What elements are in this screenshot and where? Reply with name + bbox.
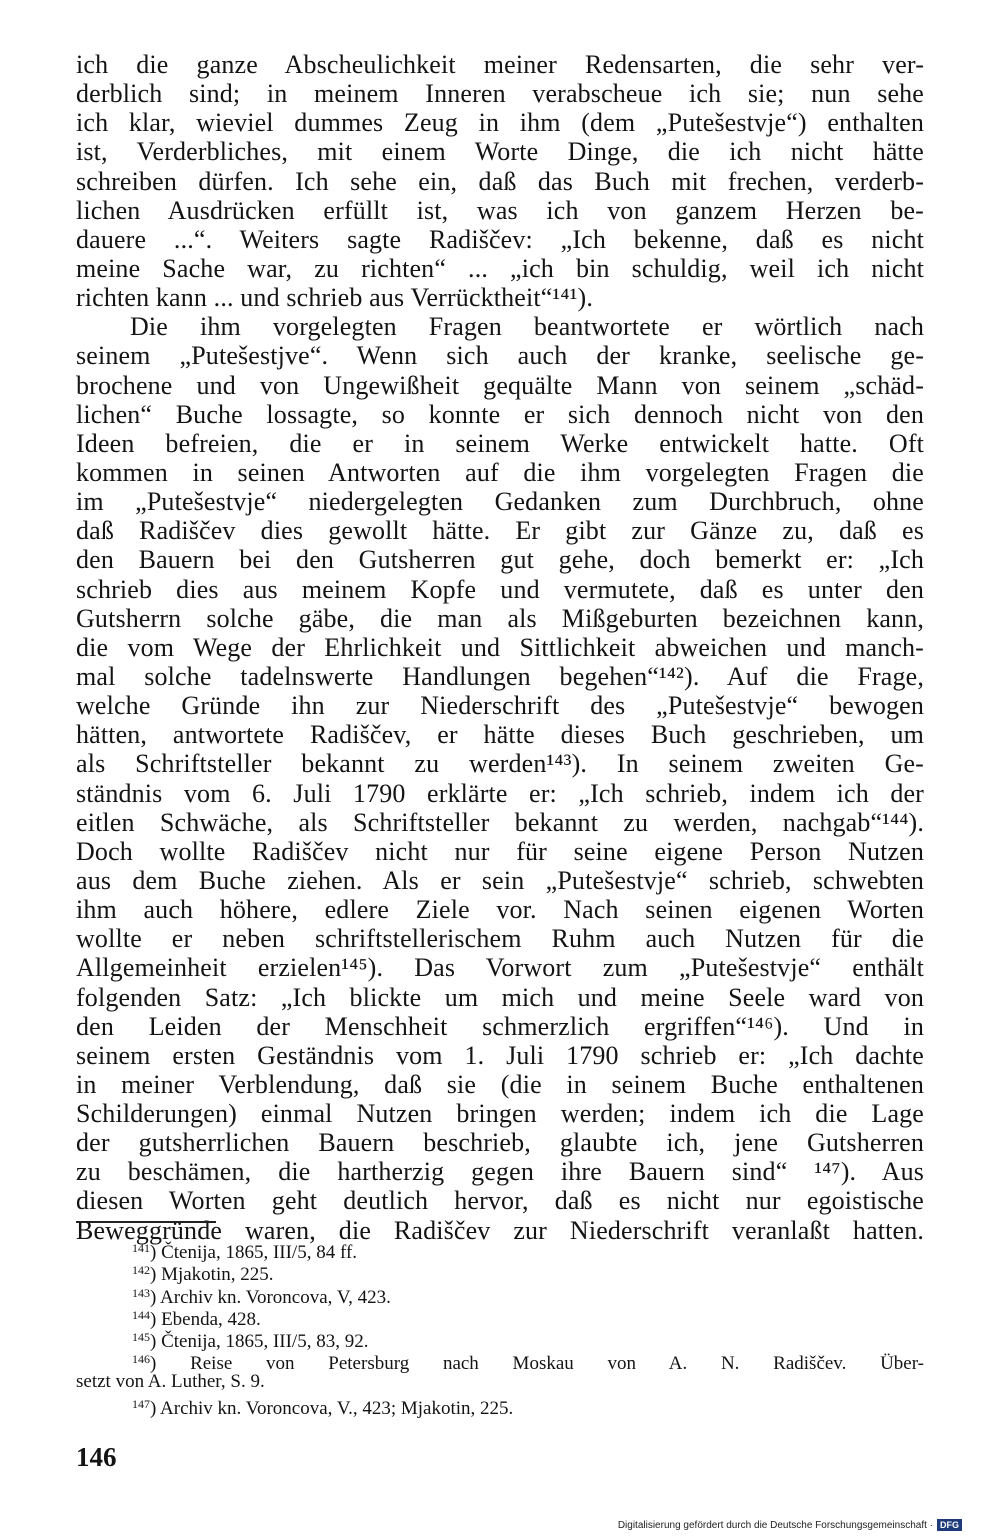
text-line: der gutsherrlichen Bauern beschrieb, glaubte ich, jene Gutsherren bbox=[76, 1128, 924, 1158]
text-line: seinem „Putešestjve“. Wenn sich auch der kranke, seelische ge- bbox=[76, 341, 924, 371]
footnote bbox=[76, 1304, 924, 1330]
text-line: seinem ersten Geständnis vom 1. Juli 1790 schrieb er: „Ich dachte bbox=[76, 1040, 924, 1070]
text-line: dauere ...“. Weiters sagte Radiščev: „Ich bekenne, daß es nicht bbox=[76, 224, 924, 254]
credit-text: Digitalisierung gefördert durch die Deutsche Forschungsgemeinschaft · bbox=[617, 1519, 933, 1531]
footnote bbox=[76, 1393, 924, 1420]
text-line: lichen“ Buche lossagte, so konnte er sich dennoch nicht von den bbox=[76, 399, 924, 429]
footnote-number: 144 bbox=[132, 1307, 150, 1322]
text-line: Schilderungen) einmal Nutzen bringen werden; indem ich die Lage bbox=[76, 1099, 924, 1129]
footnote-text: ) Ebenda, 428. bbox=[150, 1308, 261, 1330]
footnote-text: ) Čtenija, 1865, III/5, 84 ff. bbox=[150, 1242, 358, 1263]
footnote-number: 147 bbox=[132, 1397, 150, 1412]
text-line: ich klar, wieviel dummes Zeug in ihm (dem „Putešestvje“) enthalten bbox=[76, 108, 924, 138]
footnote bbox=[76, 1326, 924, 1353]
text-line: Ideen befreien, die er in seinem Werke entwickelt hatte. Oft bbox=[76, 428, 924, 458]
footnote-number: 142 bbox=[132, 1263, 150, 1278]
text-line: kommen in seinen Antworten auf die ihm vorgelegten Fragen die bbox=[76, 457, 924, 487]
page-number: 146 bbox=[76, 1442, 117, 1472]
text-line: die vom Wege der Ehrlichkeit und Sittlichkeit abweichen und manch- bbox=[76, 632, 924, 662]
text-line: schreiben dürfen. Ich sehe ein, daß das Buch mit frechen, verderb- bbox=[76, 166, 924, 196]
footnote-divider bbox=[76, 1221, 216, 1223]
text-line: daß Radiščev dies gewollt hätte. Er gibt zur Gänze zu, daß es bbox=[76, 516, 924, 546]
text-line: den Leiden der Menschheit schmerzlich ergriffen“¹⁴⁶). Und in bbox=[76, 1011, 924, 1041]
text-line: ständnis vom 6. Juli 1790 erklärte er: „Ich schrieb, indem ich der bbox=[76, 778, 924, 808]
text-line: Gutsherrn solche gäbe, die man als Mißgeburten bezeichnen kann, bbox=[76, 603, 924, 633]
text-line: ihm auch höhere, edlere Ziele vor. Nach seinen eigenen Worten bbox=[76, 895, 924, 925]
footnote bbox=[76, 1259, 924, 1286]
text-line: brochene und von Ungewißheit gequälte Mann von seinem „schäd- bbox=[76, 370, 924, 400]
text-line: Doch wollte Radiščev nicht nur für seine eigene Person Nutzen bbox=[76, 836, 924, 866]
text-line: wollte er neben schriftstellerischem Ruhm auch Nutzen für die bbox=[76, 924, 924, 954]
main-text bbox=[76, 50, 924, 1245]
text-line: richten kann ... und schrieb aus Verrücktheit“¹⁴¹). bbox=[76, 283, 593, 313]
footnote-number: 141 bbox=[132, 1241, 150, 1255]
text-line: lichen Ausdrücken erfüllt ist, was ich von ganzem Herzen be- bbox=[76, 195, 924, 225]
footnote-number: 145 bbox=[132, 1330, 150, 1345]
footnote-text: ) Reise von Petersburg nach Moskau von A. N. Radiščev. Über- bbox=[150, 1353, 924, 1375]
text-line: zu beschämen, die hartherzig gegen ihre Bauern sind“ ¹⁴⁷). Aus bbox=[76, 1157, 924, 1187]
footnote-number: 143 bbox=[132, 1285, 150, 1300]
text-line: meine Sache war, zu richten“ ... „ich bin schuldig, weil ich nicht bbox=[76, 253, 924, 283]
footnote-text: ) Archiv kn. Voroncova, V., 423; Mjakotin, 225. bbox=[150, 1398, 514, 1420]
footnote-text: ) Čtenija, 1865, III/5, 83, 92. bbox=[150, 1331, 369, 1353]
footnote bbox=[76, 1282, 924, 1308]
text-line: Die ihm vorgelegten Fragen beantwortete er wörtlich nach bbox=[130, 312, 924, 342]
text-line: ist, Verderbliches, mit einem Worte Dinge, die ich nicht hätte bbox=[76, 137, 924, 167]
text-line: derblich sind; in meinem Inneren verabscheue ich sie; nun sehe bbox=[76, 79, 924, 109]
text-line: den Bauern bei den Gutsherren gut gehe, doch bemerkt er: „Ich bbox=[76, 545, 924, 575]
text-line: im „Putešestvje“ niedergelegten Gedanken zum Durchbruch, ohne bbox=[76, 487, 924, 517]
text-line: in meiner Verblendung, daß sie (die in seinem Buche enthaltenen bbox=[76, 1069, 924, 1099]
text-line: mal solche tadelnswerte Handlungen begehen“¹⁴²). Auf die Frage, bbox=[76, 661, 924, 691]
text-line: eitlen Schwäche, als Schriftsteller bekannt zu werden, nachgab“¹⁴⁴). bbox=[76, 807, 924, 837]
footnote-text: setzt von A. Luther, S. 9. bbox=[76, 1370, 265, 1392]
text-line: schrieb dies aus meinem Kopfe und vermutete, daß es unter den bbox=[76, 574, 924, 604]
footnote-number: 146 bbox=[132, 1352, 150, 1367]
footnote bbox=[76, 1348, 924, 1375]
text-line: als Schriftsteller bekannt zu werden¹⁴³). In seinem zweiten Ge- bbox=[76, 749, 924, 779]
footnotes bbox=[76, 1237, 924, 1420]
digitization-credit bbox=[618, 1519, 962, 1531]
text-line: ich die ganze Abscheulichkeit meiner Redensarten, die sehr ver- bbox=[76, 50, 924, 79]
text-line: aus dem Buche ziehen. Als er sein „Putešestvje“ schrieb, schwebten bbox=[76, 865, 924, 895]
footnote-text: ) Mjakotin, 225. bbox=[150, 1264, 274, 1286]
text-line: diesen Worten geht deutlich hervor, daß es nicht nur egoistische bbox=[76, 1186, 924, 1216]
footnote-text: ) Archiv kn. Voroncova, V, 423. bbox=[150, 1286, 391, 1308]
text-line: hätten, antwortete Radiščev, er hätte dieses Buch geschrieben, um bbox=[76, 720, 924, 750]
dfg-logo: DFG bbox=[937, 1519, 962, 1531]
text-line: Beweggründe waren, die Radiščev zur Niederschrift veranlaßt hatten. bbox=[76, 1215, 924, 1245]
footnote bbox=[76, 1237, 924, 1263]
text-line: folgenden Satz: „Ich blickte um mich und meine Seele ward von bbox=[76, 982, 924, 1012]
text-line: welche Gründe ihn zur Niederschrift des „Putešestvje“ bewogen bbox=[76, 691, 924, 721]
text-line: Allgemeinheit erzielen¹⁴⁵). Das Vorwort zum „Putešestvje“ enthält bbox=[76, 953, 924, 983]
